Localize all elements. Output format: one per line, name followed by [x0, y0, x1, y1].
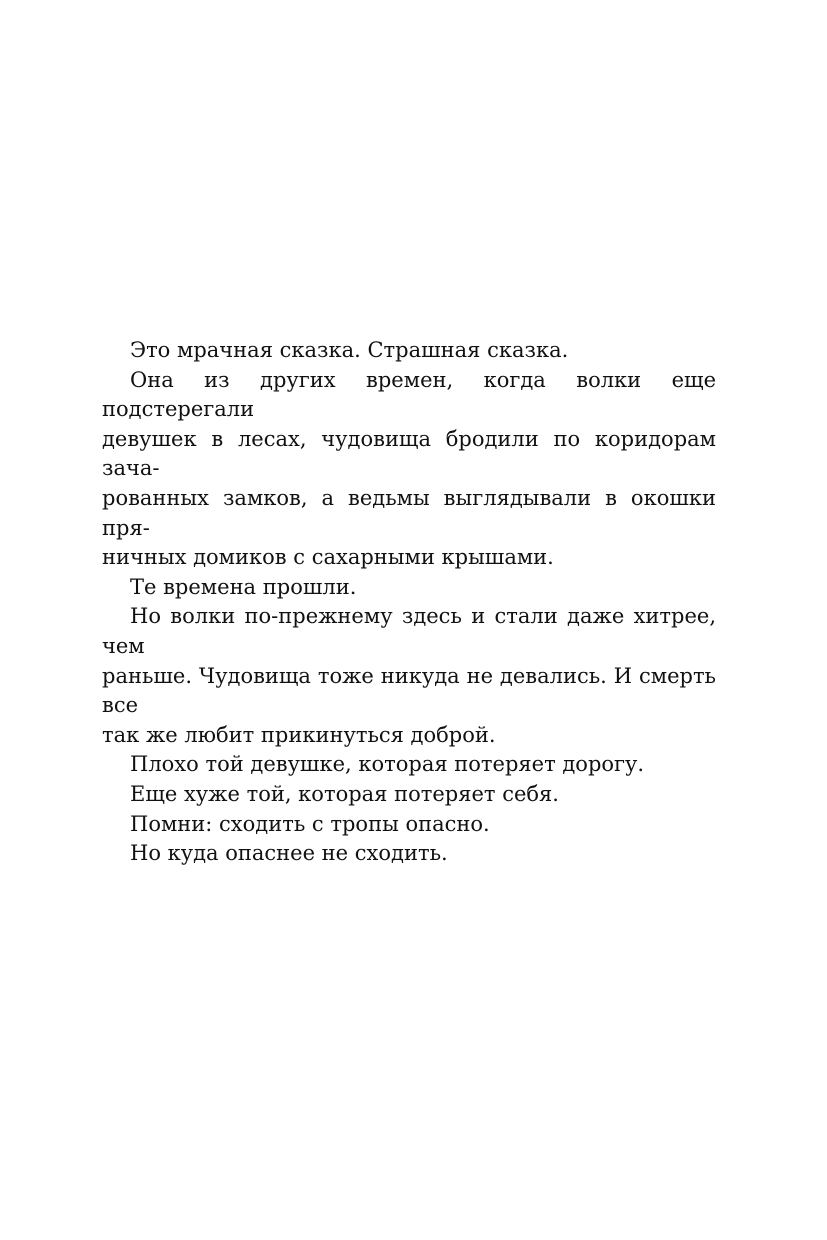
paragraph-3: Те времена прошли.	[130, 574, 357, 599]
paragraph-5: Плохо той девушке, которая потеряет дорогу.	[130, 752, 645, 777]
paragraph-7: Помни: сходить с тропы опасно.	[130, 811, 490, 836]
paragraph-2: Она из других времен, когда волки еще подстерегали девушек в лесах, чудовища бродили по коридорам зача- рованных замков, а ведьмы выглядывали в окошки пря- ничных домиков с сахарными крышами.	[102, 367, 716, 570]
paragraph-1: Это мрачная сказка. Страшная сказка.	[130, 338, 569, 362]
epigraph-text	[102, 336, 716, 869]
paragraph-8: Но куда опаснее не сходить.	[130, 841, 448, 866]
paragraph-4: Но волки по-прежнему здесь и стали даже хитрее, чем раньше. Чудовища тоже никуда не девались. И смерть все так же любит прикинуться доброй.	[102, 604, 716, 747]
paragraph-6: Еще хуже той, которая потеряет себя.	[130, 781, 559, 806]
